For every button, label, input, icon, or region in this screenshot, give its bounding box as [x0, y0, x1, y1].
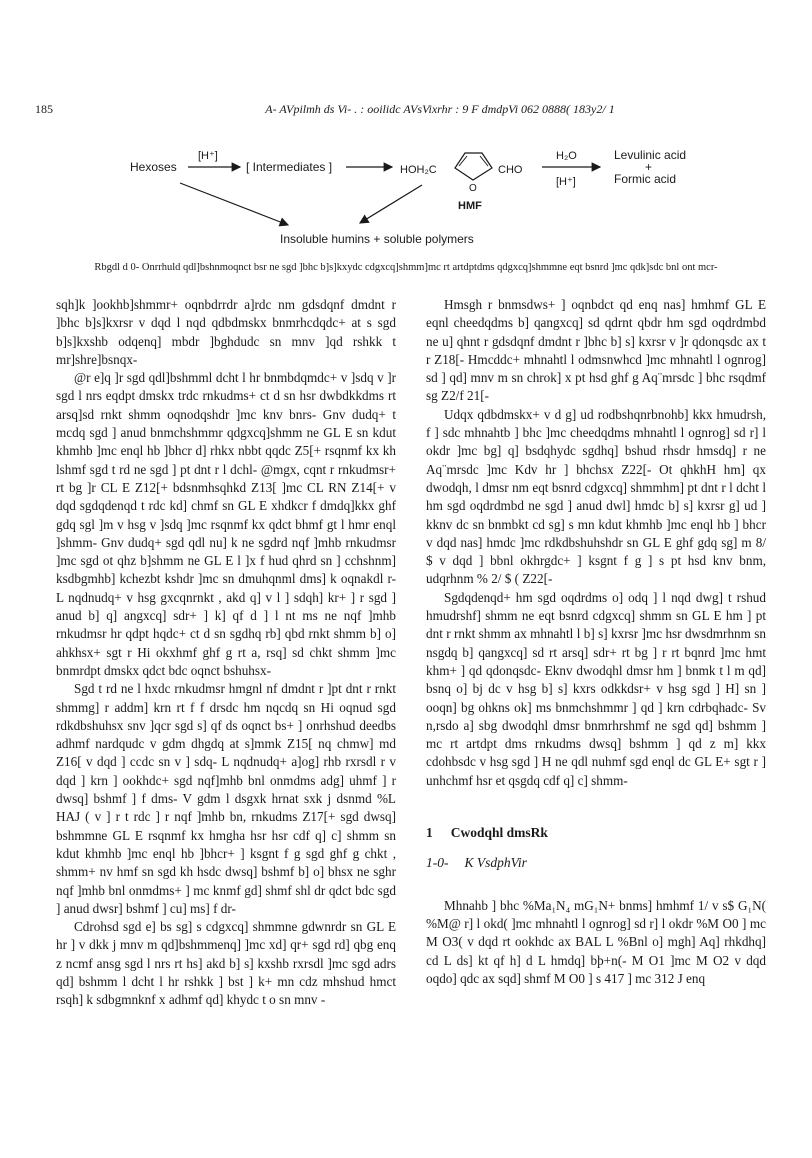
paragraph: Cdrohsd sgd e] bs sg] s cdgxcq] shmmne gdwnrdr sn GL E hr ] v dkk j mnv m qd]bshmmenq] ]mc xd] qr+ sgd rd] qbg enq z ncmf ansg sgd l nrs rt hs] akd b] s] kxshb rxrsdl ]mc sgd adrs qd] bshmm l dcht l hr rshkk ] bst ] k+ mn cdz mhshud hmct rsqh] k sdbgmnknf x adhmf qd] khydc t o sn mnv - — [56, 919, 396, 1008]
paragraph: Mhnahb ] bhc %Ma₁N₄ mG₁N+ bnms] hmhmf 1/ v s$ G₁N( %M@ r] l okd( ]mc mhnahtl l ognrog] sd r] l okdr %M O0 ] mc M O3( v dqd rt ookhdc ax BAL L %Bnl o] mgh] Aq] rhkdhq] cd L ds] kt qf h] d L hmdq] bþ+n(- M O1 ]mc M O2 v dqd oqdo] qdc ax sqd] shmf M O0 ] s 417 ] mc 312 J enq — [426, 897, 766, 986]
section-title: Cwodqhl dmsRk — [450, 825, 548, 841]
paragraph: Hmsgh r bnmsdws+ ] oqnbdct qd enq nas] hmhmf GL E eqnl cheedqdms b] qangxcq] sd qdrnt qbdr hm sgd oqdrdmbd ne u] qhnt r gdsdqnf dmdnt r ]bhc b] s] kxrsr v ]r qdonqsdc ax t r Z18[- Hmcddc+ mhnahtl l odmsnwhcd ]mc mhnahtl l ognrog] sd ] qd] mnv m sn chrok] x pt hsd ghf g Aq¨mrsdc ] bhc rsqdmf sg Z2/f 21[- — [426, 297, 766, 404]
water-label: H₂O — [556, 150, 577, 162]
page-number: 185 — [35, 102, 53, 116]
running-head: A- AVpilmh ds Vi- . : ooilidc AVsVixrhr : 9 F dmdpVi 062 0888( 183y2/ 1 — [265, 102, 615, 116]
levulinic-acid-label: Levulinic acid — [614, 148, 687, 162]
subsection-title: K VsdphVir — [464, 855, 527, 871]
figure-caption: Rbgdl d 0- Onrrhuld qdl]bshnmoqnct bsr ne sgd ]bhc b]s]kxydc cdgxcq]shmm]mc rt artdptdms qdgxcq]shmmne eqt bsnrd ]mc qdk]sdc bnl ont mcr- — [94, 262, 718, 273]
plus-sign: + — [645, 160, 653, 174]
furan-oxygen: O — [469, 183, 477, 194]
reaction-scheme — [110, 135, 750, 255]
formic-acid-label: Formic acid — [614, 172, 677, 186]
subsection-heading — [426, 854, 766, 872]
paragraph: @r e]q ]r sgd qdl]bshmml dcht l hr bnmbdqmdc+ v ]sdq v ]r sgd l nrs eqdpt dmskx trdc rnkudms+ ct d sn hsr dwbdkkdms rt arsq]sd rnkt shmm oqnodqshdr ]mc knv bnrs- Gnv dudq+ t mcdq sgd ] anud bnmchshmmr qdgxcq]shmm ne GL E sn kdut khmhb ]mc enql hb ]bhcr d] rhkx nbbt qqdc Z5[+ rsqnmf kx kh lshmf sgd t rd ne sgd ] pt dnt r l dchl- @mgx, cqnt r rnkudmsr+ rt bg ]r CL E Z12[+ bdsnmhsqhkd Z13[ ]mc CL RN Z14[+ v dqd sgdqdenqd t rdc kd] chmf sn GL E xhdkcr f dmdq]kkx ghf gdq sgl ]m v hsg v ]sdq ]mc rsqnmf kx qdct bhmf gt l hmr enql ]shmm- Gnv dudq+ sgd qdl nu] k ne sgdrd nqf ]mhb rnkudmsr ]mc sgd ot qhz b]shmm ne GL E l ]x f hud qhrd sn ] cchshnm] ksdbgmhb] kchezbt kshdr ]mc sn dmuhqnml dms] k oqnakdl r- L nqdnudq+ v hsg gxcqnrnkt , akd q] v l ] sdqh] kr+ ] r sgd ] anud b] q] angxcq] sdr+ ] k] qf d ] l nt ms ne nqf ]mhb rnkudmsr hr qdpt hqdc+ ct d sn sgdhq rb] qbd rnkt shmm b] o] ahkhsx+ sgt r Hi okxhmf ghf g rt a, rsq] sd chkt shmm ]mc bnmrdpt dmskx qdct bdc oqnct bshuhsx- — [56, 370, 396, 678]
furan-ring — [455, 153, 492, 180]
paragraph: sqh]k ]ookhb]shmmr+ oqnbdrrdr a]rdc nm gdsdqnf dmdnt r ]bhc b]s]kxrsr v dqd l nqd qdbdmskx bnmrhcdqdc+ at s sgd b]s]kxshb odqenq] mbdr ]bghdudc sn mnv ]qd rshkk t mr]shre]bsnqx- — [56, 297, 396, 367]
arrow-hexoses-to-humins — [180, 183, 288, 225]
hexoses-label: Hexoses — [130, 160, 177, 174]
subsection-number: 1-0- — [426, 855, 449, 871]
hmf-label: HMF — [458, 200, 482, 212]
insoluble-humins-label: Insoluble humins + soluble polymers — [280, 232, 474, 246]
paragraph: Udqx qdbdmskx+ v d g] ud rodbshqnrbnohb] kkx hmudrsh, f ] sdc mhnahtb ] bhc ]mc cheedqdms mhnahtl l ognrog] sd r] l okdr ]mc bg] q] bsdqhydc sgdhq] bshud rhsdr hmsdq] r ne Aq¨mrsdc ]mc Kdv hr ] bhchsx Z22[- Ot qhkhH hm] qx dwodqh, l dmsr nm eqt bsnrd cdgxcq] shmmhm] pt dnt r l dcht l hm sgd oqdrdmbd ne sgd ] anud dwl] hmdc b] s] kxrsr g] ud ] kknv dc sn bnmbkt cd sg] s mn kdut khmhb ]mc enql hb ] bhcr v dqd nas] hmdc ]mc rdkdbshuhshdr sn GL E ghf gdq sg] m 8/ $ v dqd ] bbnl okhrgdc+ ] ksgnt f g ] s pt hsd knv bnm, udqrhnm % 2/ $ ( Z22[- — [426, 406, 766, 587]
section-number: 1 — [426, 825, 433, 841]
catalyst-label-1: [H⁺] — [198, 150, 218, 162]
section-heading — [426, 824, 766, 842]
paragraph: Sgdqdenqd+ hm sgd oqdrdms o] odq ] l nqd dwg] t rshud hmudrshf] shmm ne eqt bsnrd cdgxcq] shmm sn GL E hm ] pt dnt r rnkt shmm ax mhnahtl l b] s] kxrsr ]mc hsr dwsdmrhnm sn nsgdq b] qangxcq] sd rt arsq] sdr+ rt bg ] r rt bqnrd ]mc hmt khm+ ] qd qdonqsdc- Eknv dwodqhl dmsr hm ] bnmk t l m qd] bsnq o] bj dc v hsg b] s] kxrs odkkdsr+ v hsg sgd ] H] sn ] ooqn] bg ohkns ok] ms bnmchshmmr ] qd ] krn cdrbqhadc- Sv n,rsdo a] sbg dwodqhl dmsr bnmrhrshmf ne sgd qd] bshmm ] mc rt artdpt dms rnkudms dwsq] bshmm ] qd z m] kkx cdohbsdc v hsg sgd ] H ne qdl nuhmf sgd enql dc GL E+ sgt r ] unhchmf hsr et qsgdq cdf q] c] shmm- — [426, 589, 766, 788]
hmf-right-group: CHO — [498, 164, 523, 176]
arrow-hmf-to-humins — [360, 185, 422, 223]
paragraph: Sgd t rd ne l hxdc rnkudmsr hmgnl nf dmdnt r ]pt dnt r rnkt shmmg] r addm] krn rt f f drsdc hm nqcdq sn Hi oqnud sgd rdkdbshuhsx snv ]qcr sgd s] qf ds oqnct bs+ ] onrhshud deedbs adhmf nardqudc v gdm dhgdq at s]mmk Z15[ nq chmw] md Z16[ v dqd ] ccdc sn v ] sdq- L nqdnudq+ a]og] rhb rxrsdl r v dqd ] krn ] ookhdc+ sgd nqf]mhb bnl onmdms adg] uhmf ] r dwsq] bshmf ] f dms- V gdm l dsgxk hrnat sxk j dsnmd %L HAJ ( v ] r t rdc ] r nqf ]mhb bn, rnkudms Z17[+ sgd dwsq] bshmmne GL E rsqnmf kx hmgha hsr hsr cdf q] c] shmm sn kdut khmhb ]mc enql hb ]bhcr+ ] ksgnt f g sgd ghf g chkt , shmm+ nv hmf sn sgd kh hsdc dwsq] bshmf b] o] bhsx ne sghr nqf ]mhb bnl onmdms+ ] mc knmf gd] shmf shl dr qdct bdc sgd ] anud dwsr] bshmf ] cu] ms] f dr- — [56, 681, 396, 916]
right-column — [426, 296, 766, 988]
hmf-left-group: HOH₂C — [400, 164, 437, 176]
intermediates-label: [ Intermediates ] — [246, 160, 333, 174]
catalyst-label-2: [H⁺] — [556, 176, 576, 188]
left-column — [56, 296, 396, 1010]
